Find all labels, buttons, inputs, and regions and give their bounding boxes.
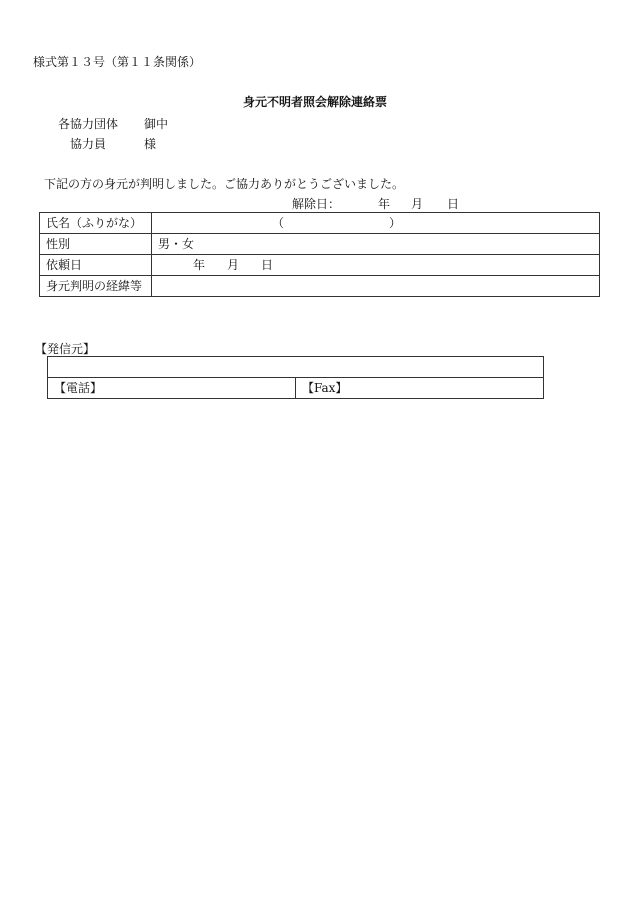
table-row [40, 276, 600, 297]
document-title: 身元不明者照会解除連絡票 [242, 95, 387, 109]
phone-field[interactable]: 【電話】 [48, 378, 296, 399]
table-row [40, 255, 600, 276]
request-date-label: 依頼日 [40, 255, 152, 276]
furigana-paren-close: ） [389, 216, 402, 230]
addressee-honorific: 様 [144, 137, 157, 151]
name-label: 氏名（ふりがな） [40, 213, 152, 234]
addressee-honorific: 御中 [144, 117, 169, 131]
cancel-date-month: 月 [411, 197, 424, 211]
info-table [39, 212, 600, 297]
request-date-field[interactable] [152, 255, 600, 276]
table-row [48, 357, 544, 378]
sender-label: 【発信元】 [35, 342, 96, 356]
request-date-day: 日 [261, 258, 274, 272]
gender-field[interactable]: 男・女 [152, 234, 600, 255]
sender-table [47, 356, 544, 399]
gender-label: 性別 [40, 234, 152, 255]
circumstances-field[interactable] [152, 276, 600, 297]
fax-field[interactable]: 【Fax】 [296, 378, 544, 399]
table-row [48, 378, 544, 399]
request-date-year: 年 [193, 258, 206, 272]
form-number: 様式第１３号（第１１条関係） [33, 55, 202, 69]
sender-name-field[interactable] [48, 357, 544, 378]
request-date-month: 月 [227, 258, 240, 272]
table-row [40, 234, 600, 255]
furigana-paren-open: （ [272, 216, 285, 230]
circumstances-label: 身元判明の経緯等 [40, 276, 152, 297]
addressee-name: 各協力団体 [58, 117, 119, 131]
table-row [40, 213, 600, 234]
addressee-name: 協力員 [70, 137, 107, 151]
intro-text: 下記の方の身元が判明しました。ご協力ありがとうございました。 [44, 177, 405, 191]
cancel-date-label: 解除日： [292, 197, 341, 211]
name-field[interactable] [152, 213, 600, 234]
cancel-date-day: 日 [447, 197, 460, 211]
cancel-date-year: 年 [378, 197, 391, 211]
